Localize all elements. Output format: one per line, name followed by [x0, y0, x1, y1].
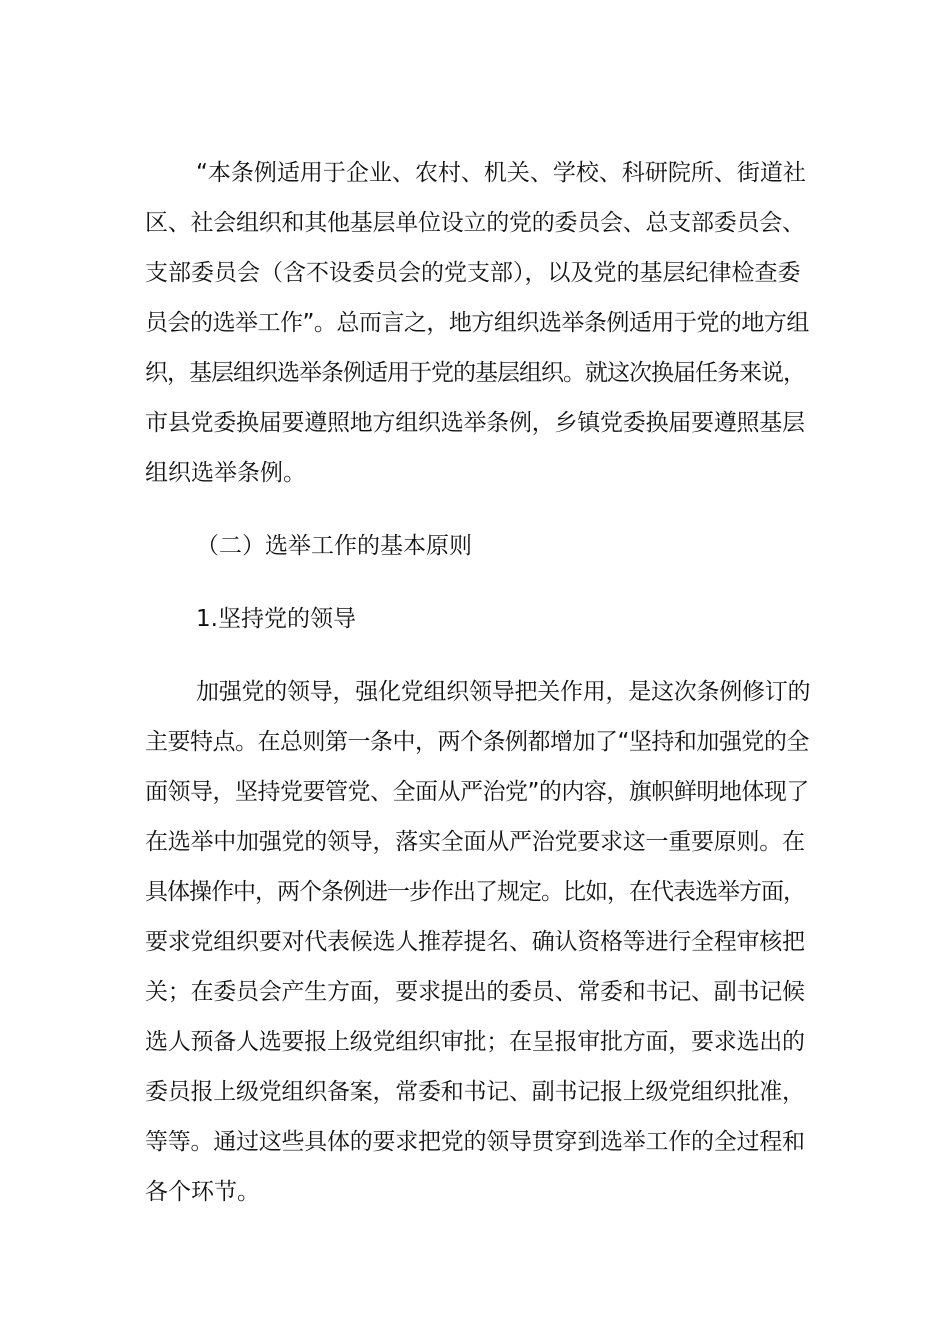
section-heading [145, 521, 810, 571]
text-line: 各个环节。 [145, 1179, 260, 1205]
paragraph-scope [145, 148, 810, 498]
text-line: 面领导，坚持党要管党、全面从严治党”的内容，旗帜鲜明地体现了 [145, 779, 809, 805]
heading-text: 1.坚持党的领导 [196, 606, 356, 632]
text-line: 支部委员会（含不设委员会的党支部），以及党的基层纪律检查委 [145, 260, 801, 286]
text-line: “本条例适用于企业、农村、机关、学校、科研院所、街道社 [196, 160, 806, 186]
text-line: 主要特点。在总则第一条中，两个条例都增加了“坚持和加强党的全 [145, 729, 809, 755]
text-line: 员会的选举工作”。总而言之，地方组织选举条例适用于党的地方组 [145, 310, 809, 336]
paragraph-leadership [145, 667, 810, 1217]
text-line: 委员报上级党组织备案，常委和书记、副书记报上级党组织批准， [145, 1079, 805, 1105]
text-line: 在选举中加强党的领导，落实全面从严治党要求这一重要原则。在 [145, 829, 805, 855]
subsection-heading [145, 594, 810, 644]
text-line: 织，基层组织选举条例适用于党的基层组织。就这次换届任务来说， [145, 360, 805, 386]
text-line: 市县党委换届要遵照地方组织选举条例，乡镇党委换届要遵照基层 [145, 410, 805, 436]
text-line: 加强党的领导，强化党组织领导把关作用，是这次条例修订的 [196, 679, 811, 705]
text-line: 要求党组织要对代表候选人推荐提名、确认资格等进行全程审核把 [145, 929, 805, 955]
text-line: 组织选举条例。 [145, 460, 306, 486]
text-line: 等等。通过这些具体的要求把党的领导贯穿到选举工作的全过程和 [145, 1129, 805, 1155]
text-line: 区、社会组织和其他基层单位设立的党的委员会、总支部委员会、 [145, 210, 805, 236]
document-page [145, 148, 810, 1217]
text-line: 具体操作中，两个条例进一步作出了规定。比如，在代表选举方面， [145, 879, 805, 905]
heading-text: （二）选举工作的基本原则 [196, 533, 472, 559]
text-line: 关；在委员会产生方面，要求提出的委员、常委和书记、副书记候 [145, 979, 805, 1005]
text-line: 选人预备人选要报上级党组织审批；在呈报审批方面，要求选出的 [145, 1029, 805, 1055]
